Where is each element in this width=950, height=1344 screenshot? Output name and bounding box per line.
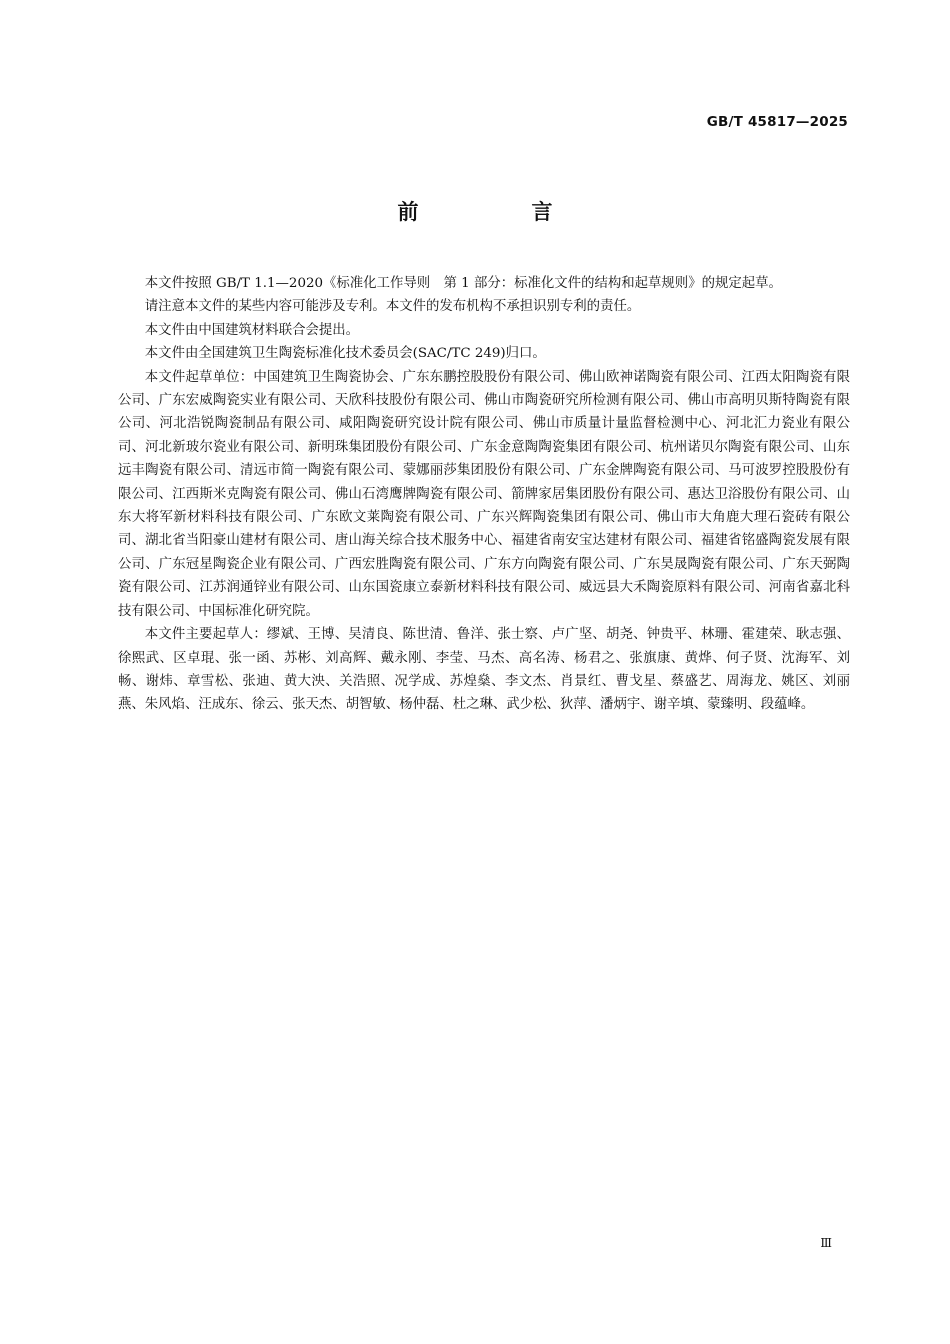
paragraph-responsible-committee: 本文件由全国建筑卫生陶瓷标准化技术委员会(SAC/TC 249)归口。 <box>144 346 546 362</box>
foreword-body <box>118 272 850 717</box>
paragraph-drafting-rules: 本文件按照 GB/T 1.1—2020《标准化工作导则 第 1 部分：标准化文件的结构和起草规则》的规定起草。 <box>144 276 782 291</box>
paragraph-proposed-by: 本文件由中国建筑材料联合会提出。 <box>144 322 360 338</box>
paragraph-drafting-units: 本文件起草单位：中国建筑卫生陶瓷协会、广东东鹏控股股份有限公司、佛山欧神诺陶瓷有限公司、江西太阳陶瓷有限公司、广东宏威陶瓷实业有限公司、天欣科技股份有限公司、佛山市陶瓷研究所检测有限公司、佛山市高明贝斯特陶瓷有限公司、河北浩锐陶瓷制品有限公司、咸阳陶瓷研究设计院有限公司、佛山市质量计量监督检测中心、河北汇力瓷业有限公司、河北新玻尔瓷业有限公司、新明珠集团股份有限公司、广东金意陶陶瓷集团有限公司、杭州诺贝尔陶瓷有限公司、山东远丰陶瓷有限公司、清远市简一陶瓷有限公司、蒙娜丽莎集团股份有限公司、广东金牌陶瓷有限公司、马可波罗控股股份有限公司、江西斯米克陶瓷有限公司、佛山石湾鹰牌陶瓷有限公司、箭牌家居集团股份有限公司、惠达卫浴股份有限公司、山东大将军新材料科技有限公司、广东欧文莱陶瓷有限公司、广东兴辉陶瓷集团有限公司、佛山市大角鹿大理石瓷砖有限公司、湖北省当阳豪山建材有限公司、唐山海关综合技术服务中心、福建省南安宝达建材有限公司、福建省铭盛陶瓷发展有限公司、广东冠星陶瓷企业有限公司、广西宏胜陶瓷有限公司、广东方向陶瓷有限公司、广东昊晟陶瓷有限公司、广东天弼陶瓷有限公司、江苏润通锌业有限公司、山东国瓷康立泰新材料科技有限公司、威远县大禾陶瓷原料有限公司、河南省嘉北科技有限公司、中国标准化研究院。 <box>118 369 850 619</box>
paragraph-main-drafters: 本文件主要起草人：缪斌、王博、吴清良、陈世清、鲁洋、张士察、卢广坚、胡尧、钟贵平、林珊、霍建荣、耿志强、徐熙武、区卓琨、张一函、苏彬、刘高辉、戴永刚、李莹、马杰、高名涛、杨君之、张旗康、黄烨、何子贤、沈海军、刘畅、谢炜、章雪松、张迪、黄大泱、关浩照、况学成、苏煌燊、李文杰、肖景红、曹戈星、蔡盛艺、周海龙、姚区、刘丽燕、朱风焰、汪成东、徐云、张天杰、胡智敏、杨仲磊、杜之琳、武少松、狄萍、潘炳宇、谢辛填、蒙臻明、段蕴峰。 <box>118 627 850 713</box>
paragraph-patent-notice: 请注意本文件的某些内容可能涉及专利。本文件的发布机构不承担识别专利的责任。 <box>144 299 641 315</box>
page-title: 前 言 <box>397 200 599 224</box>
page-number: Ⅲ <box>820 1236 832 1250</box>
standard-code: GB/T 45817—2025 <box>706 114 848 130</box>
